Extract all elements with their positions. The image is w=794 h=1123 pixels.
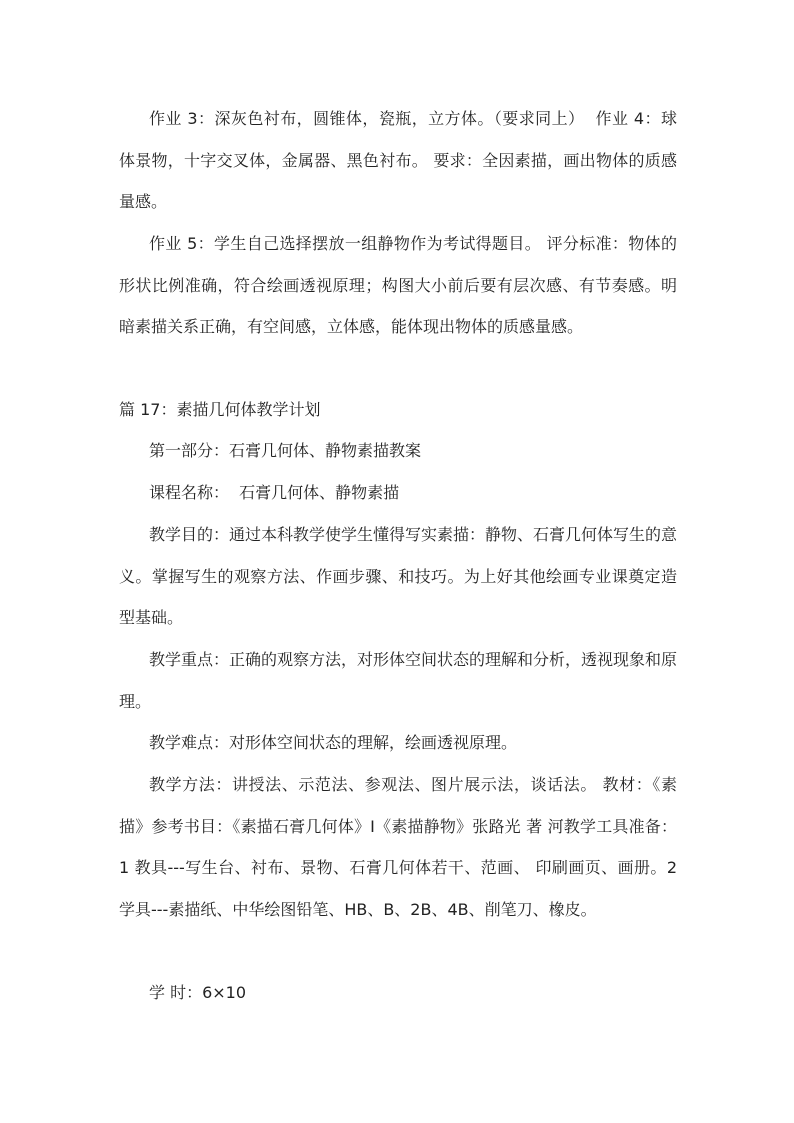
paragraph-homework-3-4: 作业 3：深灰色衬布，圆锥体，瓷瓶，立方体。（要求同上） 作业 4：球体景物，十字交叉体，金属器、黑色衬布。 要求：全因素描，画出物体的质感量感。	[119, 109, 677, 211]
teaching-objective: 教学目的：通过本科教学使学生懂得写实素描：静物、石膏几何体写生的意义。掌握写生的观察方法、作画步骤、和技巧。为上好其他绘画专业课奠定造型基础。	[119, 525, 678, 627]
part-title: 第一部分：石膏几何体、静物素描教案	[149, 441, 422, 460]
paragraph-homework-5: 作业 5：学生自己选择摆放一组静物作为考试得题目。 评分标准：物体的形状比例准确，符合绘画透视原理；构图大小前后要有层次感、有节奏感。明暗素描关系正确，有空间感，立体感，能体现出物体的质感量感。	[119, 234, 677, 336]
course-name: 课程名称： 石膏几何体、静物素描	[149, 483, 400, 502]
teaching-key-points: 教学重点：正确的观察方法，对形体空间状态的理解和分析，透视现象和原理。	[119, 650, 678, 711]
class-hours: 学 时：6×10	[149, 983, 247, 1002]
teaching-methods: 教学方法：讲授法、示范法、参观法、图片展示法，谈话法。 教材：《素描》参考书目：《素描石膏几何体》I《素描静物》张路光 著 河教学工具准备：1 教具---写生台、衬布、景物、石膏几何体若干、范画、 印刷画页、画册。2 学具---素描纸、中华绘图铅笔、HB、B、2B、4B、削笔刀、橡皮。	[119, 775, 683, 919]
section-title: 篇 17：素描几何体教学计划	[119, 400, 321, 419]
teaching-difficulties: 教学难点：对形体空间状态的理解，绘画透视原理。	[149, 733, 518, 752]
